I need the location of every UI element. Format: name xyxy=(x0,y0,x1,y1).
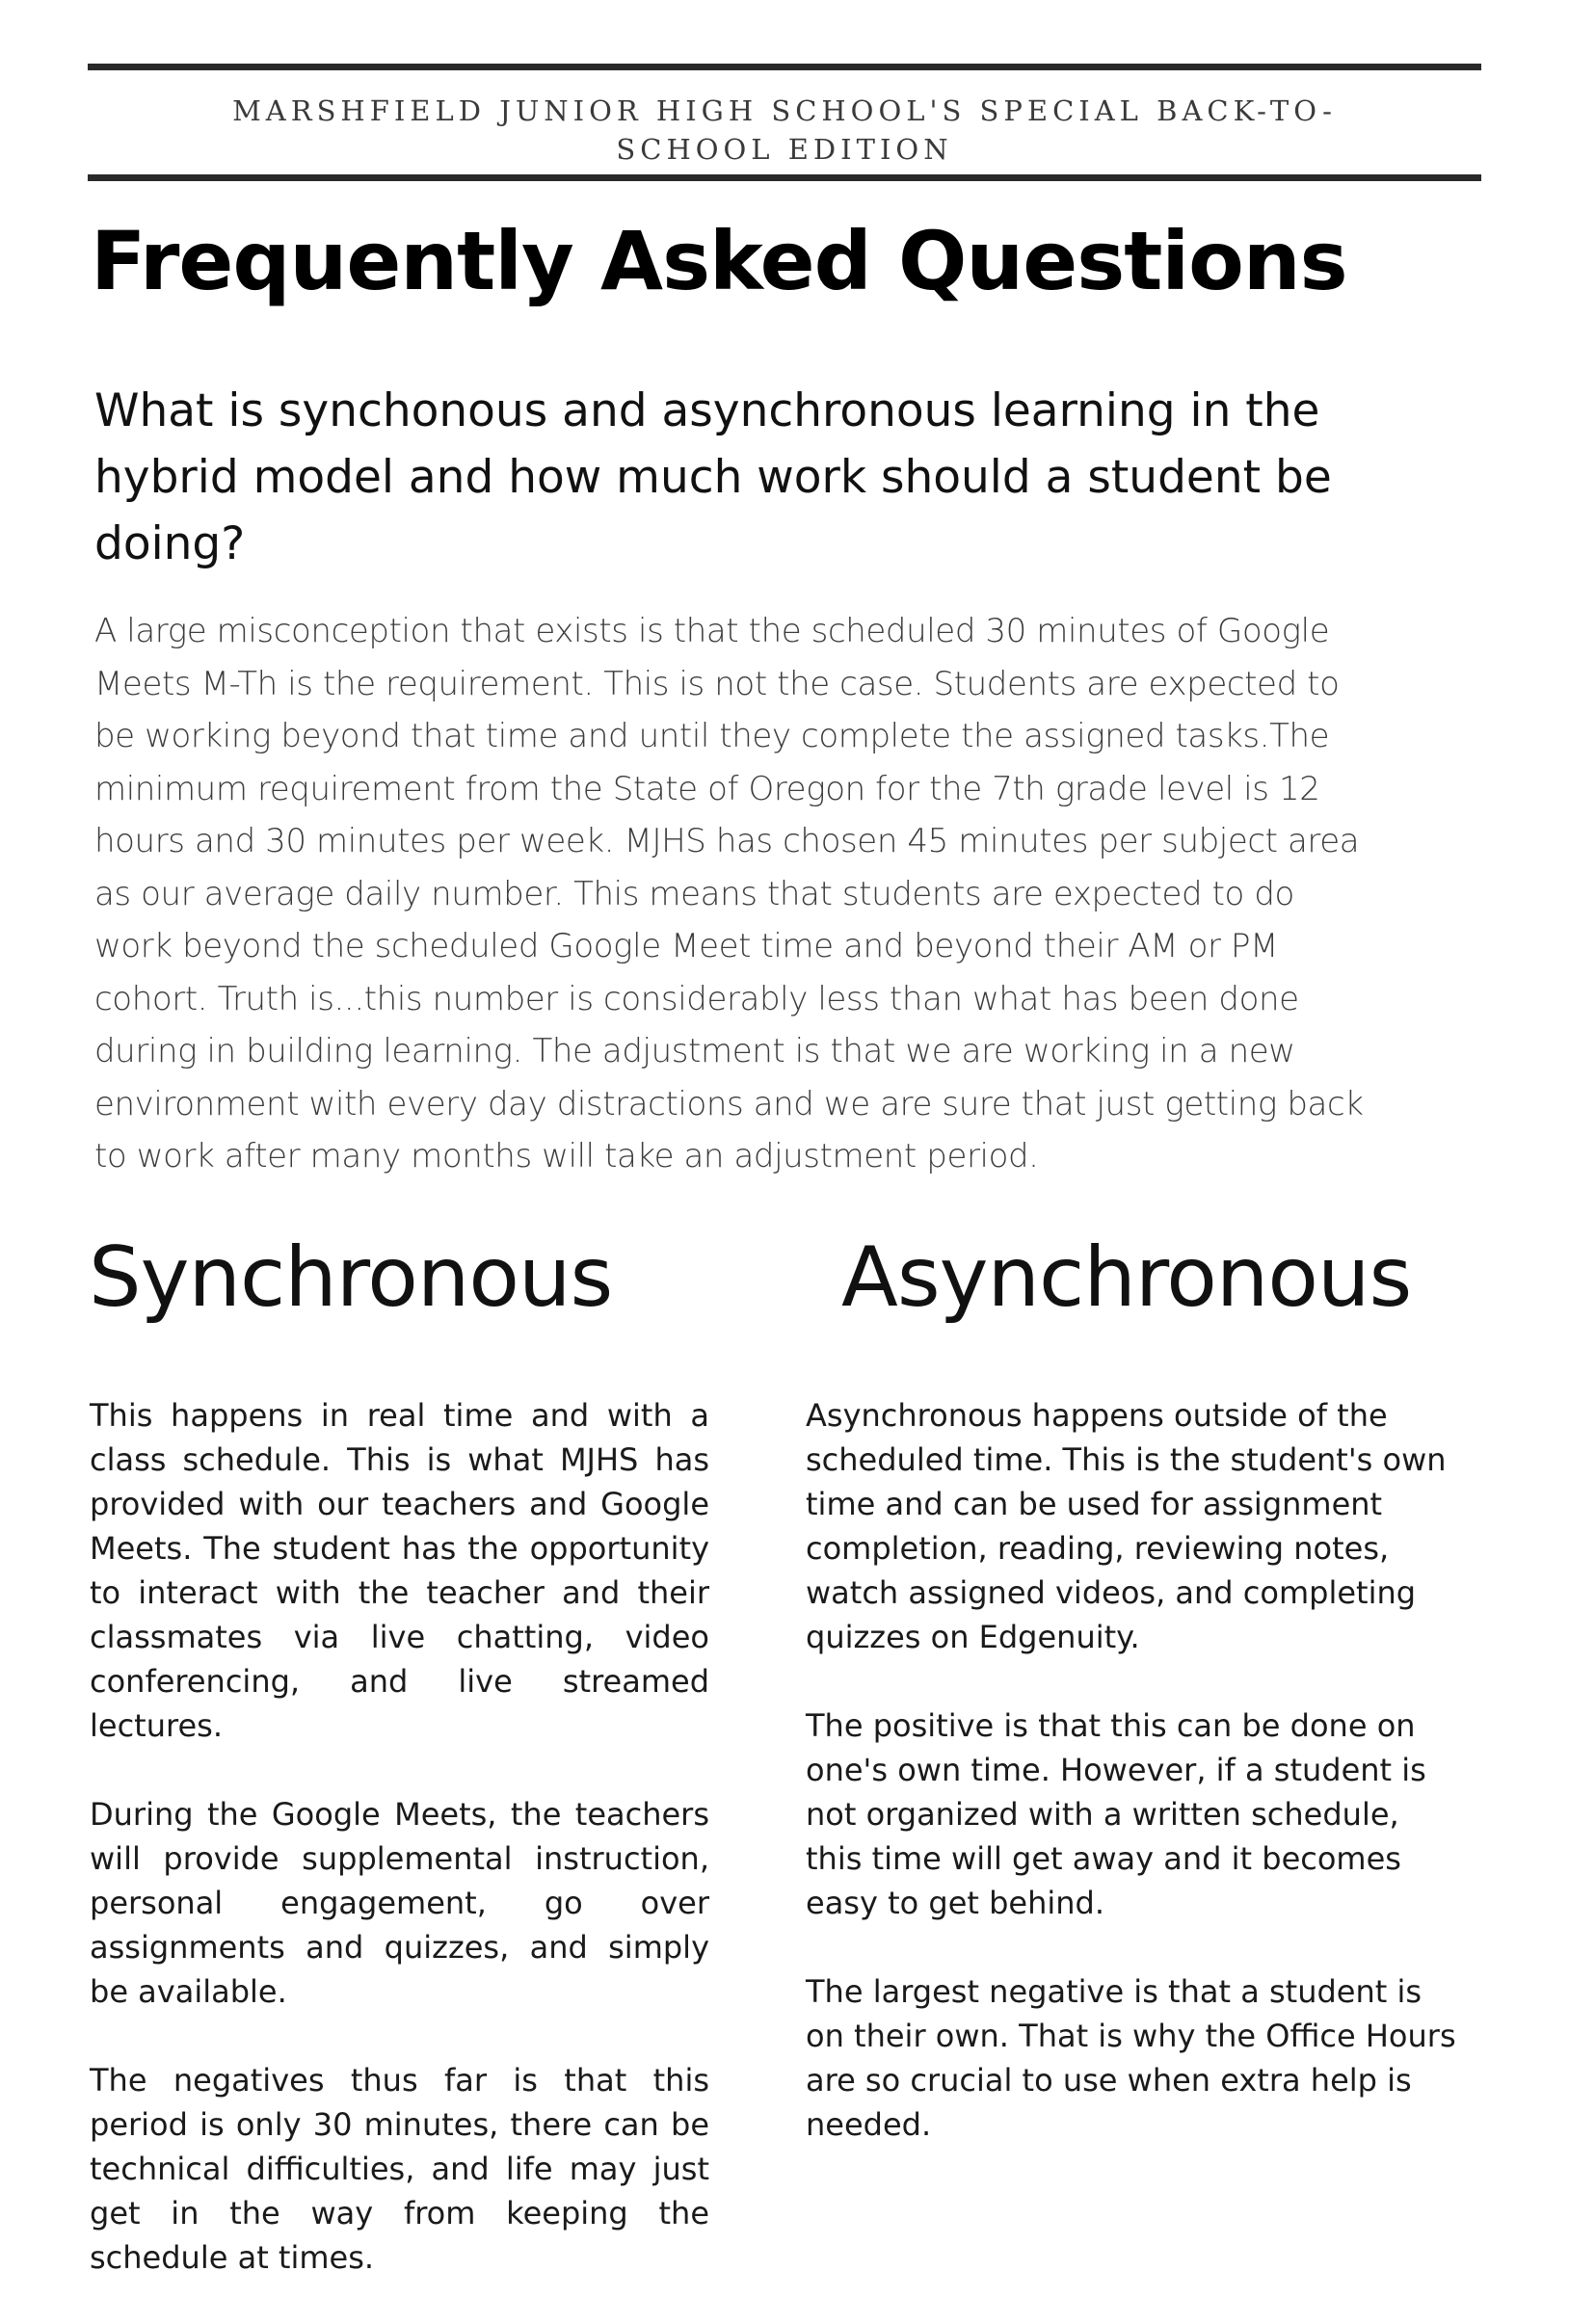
asynchronous-column xyxy=(806,1393,1461,2191)
masthead xyxy=(88,64,1481,181)
synchronous-paragraph: The negatives thus far is that this period is only 30 minutes, there can be technical difficulties, and life may just get in the way from keeping the schedule at times. xyxy=(90,2062,709,2276)
asynchronous-heading: Asynchronous xyxy=(841,1229,1412,1326)
faq-answer: A large misconception that exists is that the scheduled 30 minutes of Google Meets M-Th is the requirement. This is not the case. Students are expected to be working beyond that time and until they complete the assigned tasks.The minimum requirement from the State of Oregon for the 7th grade level is 12 hours and 30 minutes per week. MJHS has chosen 45 minutes per subject area as our average daily number. This means that students are expected to do work beyond the scheduled Google Meet time and beyond their AM or PM cohort. Truth is...this number is considerably less than what has been done during in building learning. The adjustment is that we are working in a new environment with every day distractions and we are sure that just getting back to work after many months will take an adjustment period. xyxy=(94,612,1364,1175)
page-title: Frequently Asked Questions xyxy=(91,214,1347,308)
asynchronous-paragraph: The positive is that this can be done on one's own time. However, if a student is not organized with a written schedule, this time will get away and it becomes easy to get behind. xyxy=(806,1707,1426,1921)
synchronous-paragraph: This happens in real time and with a class schedule. This is what MJHS has provided with our teachers and Google Meets. The student has the opportunity to interact with the teacher and their classmates via live chatting, video conferencing, and live streamed lectures. xyxy=(90,1397,709,1744)
masthead-title: MARSHFIELD JUNIOR HIGH SCHOOL'S SPECIAL BACK-TO-SCHOOL EDITION xyxy=(232,94,1337,166)
faq-question: What is synchonous and asynchronous learning in the hybrid model and how much work should a student be doing? xyxy=(94,384,1332,570)
asynchronous-paragraph: The largest negative is that a student is on their own. That is why the Office Hours are so crucial to use when extra help is needed. xyxy=(806,1973,1456,2143)
synchronous-paragraph: During the Google Meets, the teachers will provide supplemental instruction, personal engagement, go over assignments and quizzes, and simply be available. xyxy=(90,1796,709,2010)
synchronous-column xyxy=(90,1393,709,2324)
synchronous-heading: Synchronous xyxy=(89,1229,613,1326)
asynchronous-paragraph: Asynchronous happens outside of the scheduled time. This is the student's own time and can be used for assignment completion, reading, reviewing notes, watch assigned videos, and completing quizzes on Edgenuity. xyxy=(806,1397,1447,1655)
